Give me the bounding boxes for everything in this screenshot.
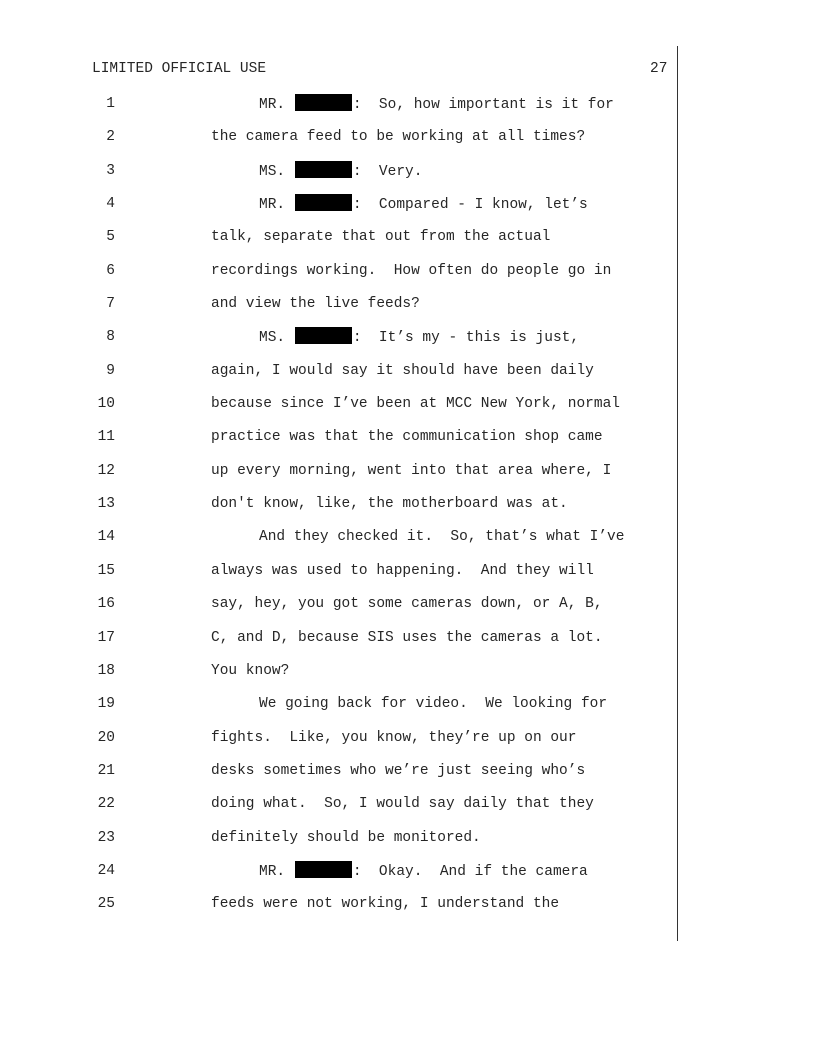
transcript-line [0,594,816,627]
transcript-line [0,294,816,327]
transcript-line [0,628,816,661]
line-number: 2 [106,129,115,146]
text-segment: : So, how important is it for [352,97,614,113]
text-segment: MR. [259,97,294,113]
text-segment: C, and D, because SIS uses the cameras a lot. [211,629,603,646]
line-number: 12 [97,462,115,479]
line-text [211,427,603,447]
transcript-line [0,161,816,194]
line-text [211,628,603,648]
transcript-line [0,494,816,527]
text-segment: the camera feed to be working at all times? [211,129,586,146]
page-number: 27 [650,61,668,77]
line-text [259,94,614,115]
redaction-box [295,861,352,878]
text-segment: talk, separate that out from the actual [211,229,551,246]
transcript-line [0,127,816,160]
line-text [211,361,594,381]
line-number: 25 [97,896,115,913]
line-text [259,694,607,714]
line-number: 5 [106,229,115,246]
transcript-line [0,461,816,494]
line-text [259,194,588,215]
line-number: 10 [97,396,115,413]
text-segment: don't know, like, the motherboard was at. [211,496,568,513]
line-number: 8 [106,329,115,346]
line-text [211,261,611,281]
line-number: 16 [97,596,115,613]
text-segment: again, I would say it should have been daily [211,362,594,379]
transcript-line [0,394,816,427]
line-number: 11 [97,429,115,446]
line-text [259,861,588,882]
text-segment: We going back for video. We looking for [259,696,608,713]
transcript-line [0,327,816,360]
line-number: 24 [97,862,115,879]
text-segment: MS. [259,330,294,347]
transcript-line [0,427,816,460]
text-segment: : Compared - I know, let’s [352,197,588,214]
line-text [211,728,576,748]
line-number: 6 [106,262,115,279]
line-text [211,127,585,147]
line-text [211,227,550,247]
redaction-box [295,194,352,211]
text-segment: say, hey, you got some cameras down, or A, B, [211,596,603,613]
transcript-line [0,261,816,294]
line-number: 18 [97,662,115,679]
line-number: 21 [97,762,115,779]
transcript-line [0,527,816,560]
line-number: 9 [106,362,115,379]
line-text [211,894,559,914]
line-text [211,594,603,614]
transcript-line [0,861,816,894]
line-number: 17 [97,629,115,646]
transcript-line [0,894,816,927]
line-text [211,461,611,481]
transcript-line [0,94,816,127]
text-segment: MS. [259,163,294,180]
line-number: 19 [97,696,115,713]
redaction-box [295,94,352,111]
transcript-line [0,694,816,727]
line-text [211,394,620,414]
redaction-box [295,327,352,344]
text-segment: You know? [211,662,290,679]
transcript-line [0,828,816,861]
line-number: 22 [97,796,115,813]
text-segment: feeds were not working, I understand the [211,896,560,913]
text-segment: because since I’ve been at MCC New York, normal [211,396,620,413]
line-text [211,294,420,314]
transcript-line [0,761,816,794]
transcript-line [0,794,816,827]
transcript-line [0,661,816,694]
transcript-line [0,194,816,227]
transcript-line [0,728,816,761]
text-segment: and view the live feeds? [211,296,420,313]
classification-header: LIMITED OFFICIAL USE [92,61,267,77]
line-text [211,794,594,814]
line-number: 3 [106,162,115,179]
line-text [259,527,624,547]
text-segment: : Very. [352,163,423,180]
line-number: 15 [97,562,115,579]
line-text [259,161,422,182]
text-segment: : It’s my - this is just, [352,330,580,347]
text-segment: fights. Like, you know, they’re up on our [211,729,577,746]
transcript-line [0,361,816,394]
text-segment: desks sometimes who we’re just seeing who’s [211,762,586,779]
text-segment: always was used to happening. And they will [211,562,594,579]
line-text [211,661,289,681]
transcript-line [0,561,816,594]
line-text [211,828,481,848]
text-segment: up every morning, went into that area where, I [211,462,612,479]
text-segment: MR. [259,863,294,880]
text-segment: definitely should be monitored. [211,829,481,846]
line-number: 20 [97,729,115,746]
line-number: 13 [97,496,115,513]
text-segment: MR. [259,197,294,214]
line-number: 1 [106,96,115,112]
transcript-line [0,227,816,260]
line-number: 7 [106,296,115,313]
line-number: 23 [97,829,115,846]
line-text [259,327,579,348]
text-segment: : Okay. And if the camera [352,863,588,880]
line-text [211,561,594,581]
line-text [211,494,568,514]
text-segment: And they checked it. So, that’s what I’ve [259,529,625,546]
transcript-body [0,94,816,928]
text-segment: recordings working. How often do people go in [211,262,612,279]
line-number: 14 [97,529,115,546]
line-text [211,761,585,781]
line-number: 4 [106,196,115,213]
text-segment: practice was that the communication shop came [211,429,603,446]
redaction-box [295,161,352,178]
text-segment: doing what. So, I would say daily that they [211,796,594,813]
